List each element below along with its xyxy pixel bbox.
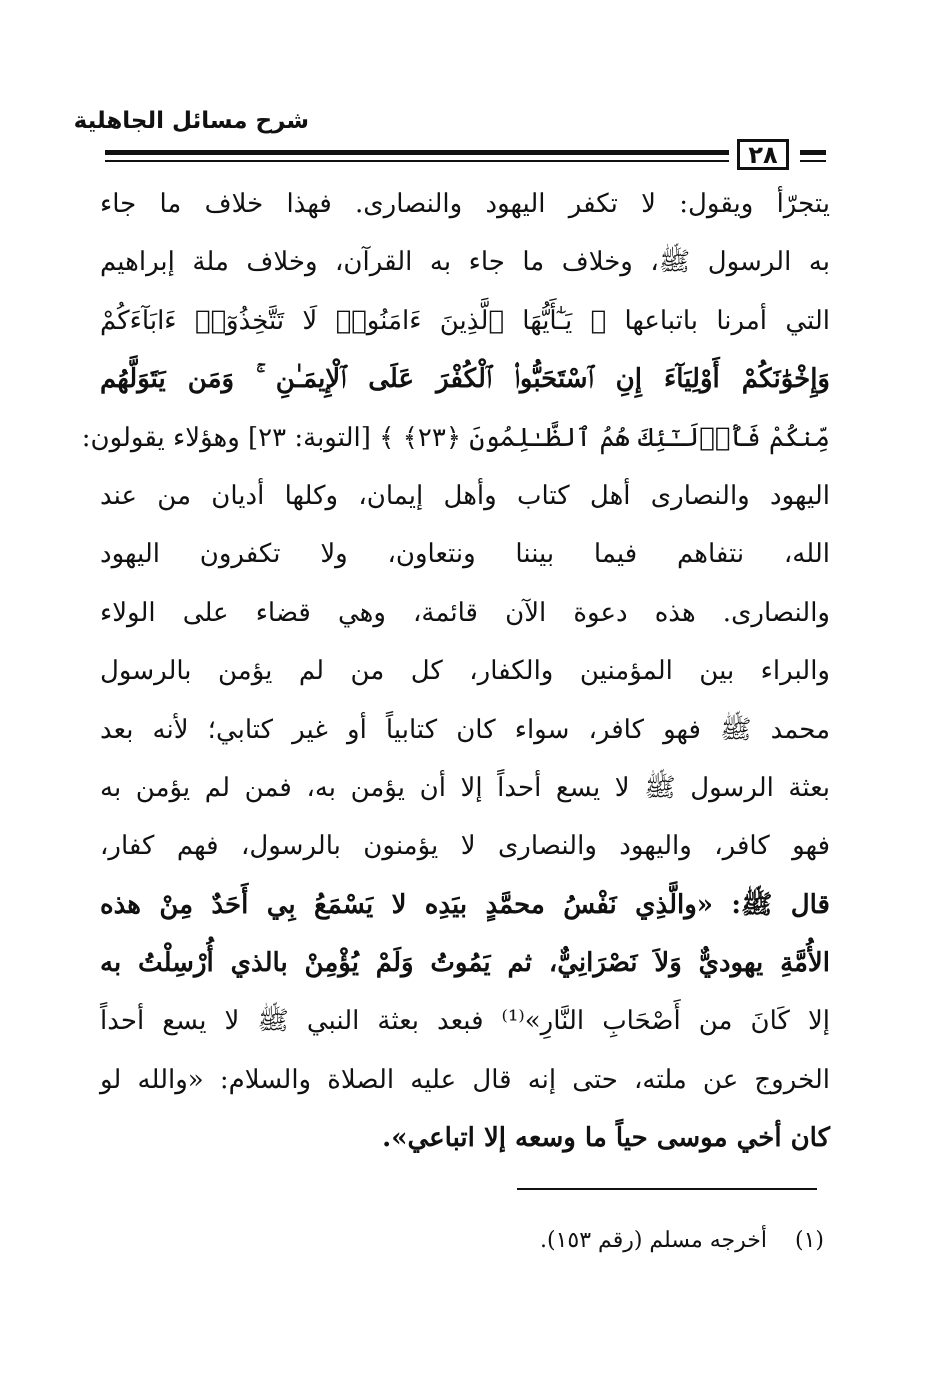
hadith-line: قال ﷺ: «والَّذِي نَفْسُ محمَّدٍ بيَدِه لا يَسْمَعُ بِي أَحَدٌ مِنْ هذه — [100, 889, 830, 920]
footnote-marker: (١) — [794, 1228, 824, 1253]
hadith-line: كان أخي موسى حياً ما وسعه إلا اتباعي». — [382, 1123, 830, 1154]
header-rule-thin — [105, 160, 729, 162]
text-line: الله، نتفاهم فيما بيننا ونتعاون، ولا تكفرون اليهود — [100, 539, 830, 570]
text-line: اليهود والنصارى أهل كتاب وأهل إيمان، وكلها أديان من عند — [100, 480, 830, 511]
hadith-line: الأُمَّةِ يهوديٌّ وَلاَ نَصْرَانِيٌّ، ثم يَمُوتُ وَلَمْ يُؤْمِنْ بالذي أُرْسِلْتُ به — [100, 948, 830, 979]
header-rule-short-thick — [800, 150, 826, 155]
running-title: شرح مسائل الجاهلية — [73, 108, 309, 134]
text-line: به الرسول ﷺ، وخلاف ما جاء به القرآن، وخلاف ملة إبراهيم — [100, 247, 830, 278]
page-number: ٢٨ — [737, 139, 789, 170]
quran-line: وَإِخْوَٰنَكُمْ أَوْلِيَآءَ إِنِ ٱسْتَحَبُّوا۟ ٱلْكُفْرَ عَلَى ٱلْإِيمَـٰنِ ۚ وَمَن يَتَوَلَّهُم — [100, 364, 830, 395]
footnote — [540, 1228, 824, 1253]
header-rule-thick — [105, 150, 729, 155]
text-line: فهو كافر، واليهود والنصارى لا يؤمنون بالرسول، فهم كفار، — [100, 831, 830, 862]
header-rule-short-thin — [800, 160, 826, 162]
text-line: والبراء بين المؤمنين والكفار، كل من لم يؤمن بالرسول — [100, 656, 830, 687]
text-line: والنصارى. هذه دعوة الآن قائمة، وهي قضاء على الولاء — [100, 597, 830, 628]
body-text — [81, 175, 830, 1168]
text-line: إلا كَانَ من أَصْحَابِ النَّارِ»⁽¹⁾ فبعد بعثة النبي ﷺ لا يسع أحداً — [100, 1006, 830, 1037]
text-line: محمد ﷺ فهو كافر، سواء كان كتابياً أو غير كتابي؛ لأنه بعد — [100, 714, 830, 745]
footnote-text: أخرجه مسلم (رقم ١٥٣). — [540, 1228, 767, 1253]
text-line: مِّنكُمْ فَأُو۟لَـٰٓئِكَ هُمُ ٱلظَّـٰلِمُونَ ﴿٢٣﴾ ﴾ [التوبة: ٢٣] وهؤلاء يقولون: — [81, 422, 830, 453]
footnote-divider — [517, 1188, 817, 1190]
text-line: التي أمرنا باتباعها ﴿ يَـٰٓأَيُّهَا ٱلَّذِينَ ءَامَنُوا۟ لَا تَتَّخِذُوٓا۟ ءَابَآءَكُمْ — [100, 305, 830, 336]
text-line: يتجرّأ ويقول: لا تكفر اليهود والنصارى. فهذا خلاف ما جاء — [100, 189, 830, 219]
text-line: الخروج عن ملته، حتى إنه قال عليه الصلاة والسلام: «والله لو — [100, 1064, 830, 1095]
text-line: بعثة الرسول ﷺ لا يسع أحداً إلا أن يؤمن به، فمن لم يؤمن به — [100, 772, 830, 803]
